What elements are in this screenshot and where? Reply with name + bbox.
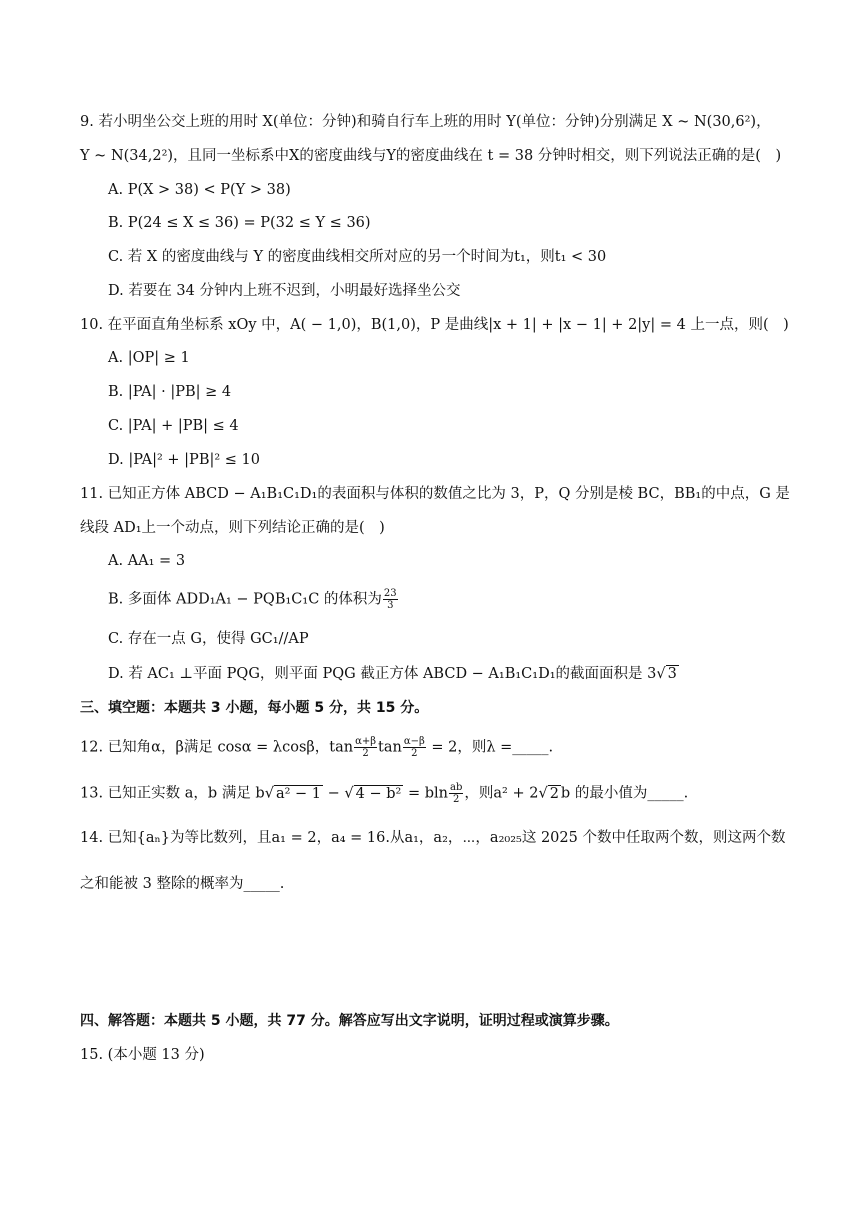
q13-stem [80,782,688,805]
section-3-heading: 三、填空题：本题共 3 小题，每小题 5 分，共 15 分。 [80,700,429,716]
q9-option-d: D. 若要在 34 分钟内上班不迟到，小明最好选择坐公交 [108,283,461,299]
fraction-denominator: 3 [387,600,394,611]
q14-stem-line1: 14. 已知{aₙ}为等比数列，且a₁ = 2，a₄ = 16.从a₁，a₂，⋯，a₂₀₂₅这 2025 个数中任取两个数，则这两个数 [80,830,786,846]
q13-text-pre: 13. 已知正实数 a，b 满足 b [80,785,265,802]
q11-option-b-text: B. 多面体 ADD₁A₁ − PQB₁C₁C 的体积为 [108,591,382,608]
q13-text-mid1: − [323,785,345,802]
q10-option-b: B. |PA| · |PB| ≥ 4 [108,384,232,400]
q12-text-post: = 2，则λ =_____. [426,739,554,756]
q12-text-pre: 12. 已知角α，β满足 cosα = λcosβ，tan [80,739,354,756]
q10-option-d: D. |PA|² + |PB|² ≤ 10 [108,452,260,468]
q13-fraction [449,782,463,805]
q11-option-b [108,588,399,611]
sqrt-symbol: √ [656,666,666,682]
q10-option-c: C. |PA| + |PB| ≤ 4 [108,418,239,434]
q11-option-d-text: D. 若 AC₁ ⊥平面 PQG，则平面 PQG 截正方体 ABCD − A₁B₁C₁D₁的截面面积是 3 [108,666,657,682]
fraction-numerator: α+β [355,736,376,747]
q12-fraction-2 [403,736,426,759]
q11-stem-line1: 11. 已知正方体 ABCD − A₁B₁C₁D₁的表面积与体积的数值之比为 3，P，Q 分别是棱 BC，BB₁的中点，G 是 [80,486,790,502]
q11-option-b-fraction [383,588,398,611]
q13-text-post: b 的最小值为_____. [560,785,689,802]
fraction-denominator: 2 [453,794,460,805]
fraction-denominator: 2 [411,748,418,759]
fraction-numerator: α−β [403,736,425,747]
q11-option-a: A. AA₁ = 3 [108,553,186,569]
section-4-heading: 四、解答题：本题共 5 小题，共 77 分。解答应写出文字说明，证明过程或演算步骤。 [80,1013,619,1029]
q14-stem-line2: 之和能被 3 整除的概率为_____. [80,876,285,892]
q9-stem-line1: 9. 若小明坐公交上班的用时 X(单位：分钟)和骑自行车上班的用时 Y(单位：分钟)分别满足 X ~ N(30,6²)， [80,114,771,130]
sqrt-symbol: √ [344,785,354,802]
q9-stem-line2: Y ~ N(34,2²)，且同一坐标系中X的密度曲线与Y的密度曲线在 t = 38 分钟时相交，则下列说法正确的是( ) [80,148,782,164]
sqrt-radicand: a² − 1 [275,785,322,802]
q15-heading: 15. (本小题 13 分) [80,1047,205,1063]
q10-stem: 10. 在平面直角坐标系 xOy 中，A( − 1,0)，B(1,0)，P 是曲线|x + 1| + |x − 1| + 2|y| = 4 上一点，则( ) [80,317,789,333]
q9-option-a: A. P(X > 38) < P(Y > 38) [108,182,291,198]
q9-option-b: B. P(24 ≤ X ≤ 36) = P(32 ≤ Y ≤ 36) [108,215,371,231]
q13-text-mid3: ，则a² + 2 [464,785,539,802]
sqrt-radicand: 2 [549,785,559,802]
q11-stem-line2: 线段 AD₁上一个动点，则下列结论正确的是( ) [80,520,385,536]
q11-option-c: C. 存在一点 G，使得 GC₁//AP [108,631,309,647]
sqrt-radicand: 4 − b² [355,785,402,802]
q13-text-mid2: = bln [403,785,448,802]
q9-option-c: C. 若 X 的密度曲线与 Y 的密度曲线相交所对应的另一个时间为t₁，则t₁ < 30 [108,249,607,265]
sqrt-symbol: √ [264,785,274,802]
fraction-numerator: 23 [383,588,397,599]
q12-stem [80,736,553,759]
q10-option-a: A. |OP| ≥ 1 [108,350,190,366]
fraction-numerator: ab [450,782,463,793]
q11-option-d [108,664,679,684]
q12-fraction-1 [354,736,377,759]
sqrt-radicand: 3 [667,666,677,682]
q12-text-mid: tan [378,739,402,756]
sqrt-symbol: √ [538,785,548,802]
fraction-denominator: 2 [362,748,369,759]
